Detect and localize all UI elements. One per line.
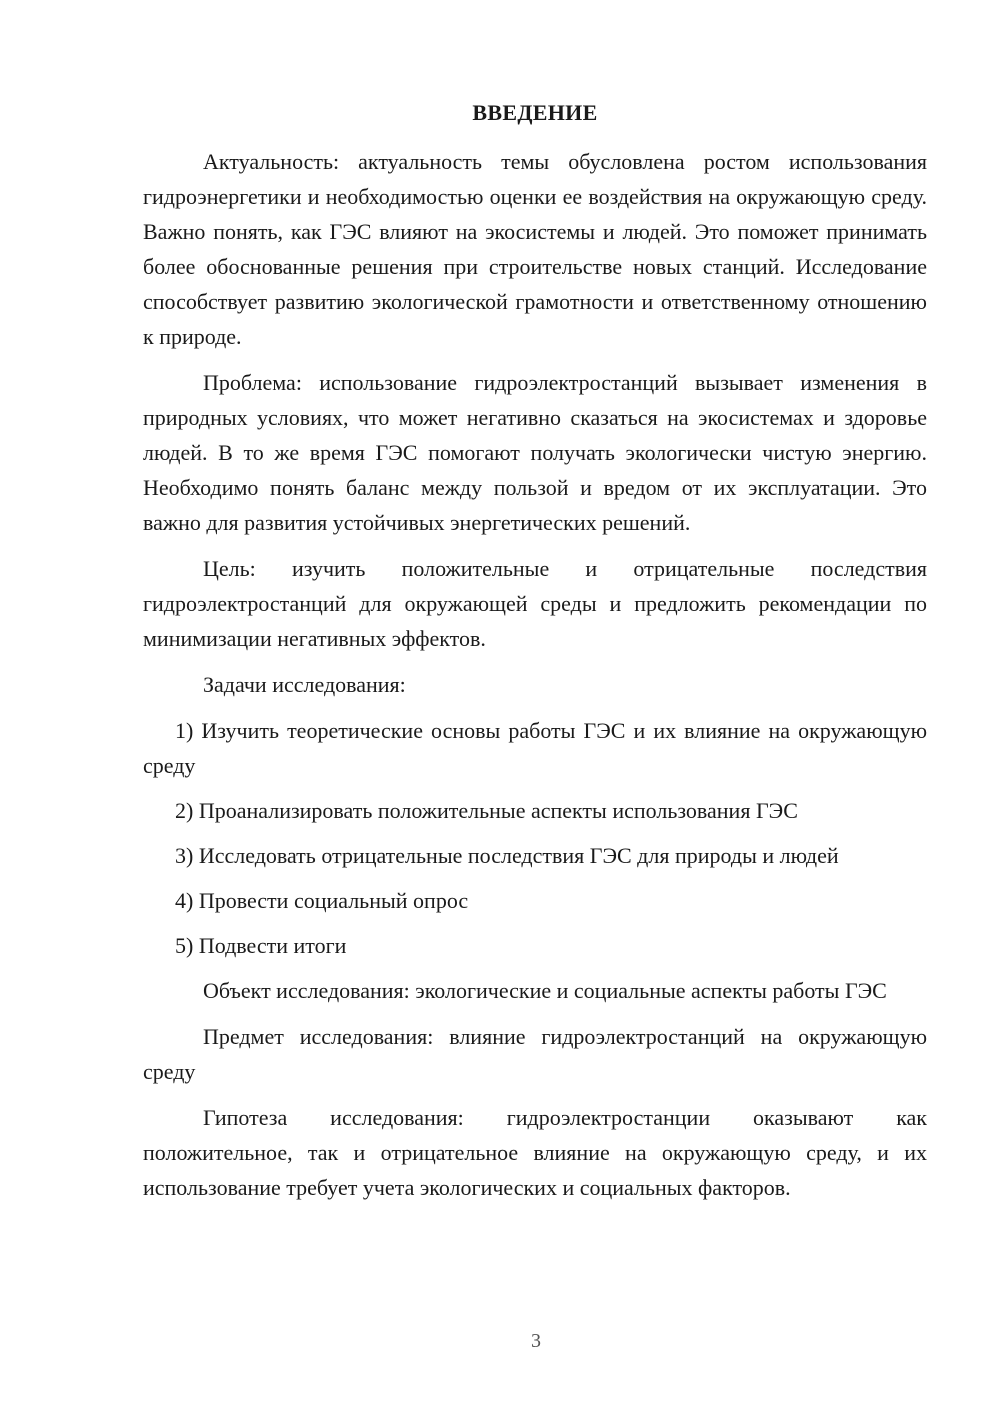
object-paragraph: Объект исследования: экологические и социальные аспекты работы ГЭС bbox=[203, 978, 887, 1003]
task-item-2: 2) Проанализировать положительные аспекты использования ГЭС bbox=[175, 798, 798, 823]
page-title: ВВЕДЕНИЕ bbox=[472, 100, 598, 125]
task-item-5: 5) Подвести итоги bbox=[175, 933, 347, 958]
tasks-list bbox=[143, 713, 927, 963]
goal-paragraph: Цель: изучить положительные и отрицательные последствия гидроэлектростанций для окружающей среды и предложить рекомендации по минимизации негативных эффектов. bbox=[143, 556, 927, 651]
task-item-1: 1) Изучить теоретические основы работы ГЭС и их влияние на окружающую среду bbox=[143, 718, 927, 778]
subject-paragraph: Предмет исследования: влияние гидроэлектростанций на окружающую среду bbox=[143, 1024, 927, 1084]
problem-paragraph: Проблема: использование гидроэлектростанций вызывает изменения в природных условиях, что может негативно сказаться на экосистемах и здоровье людей. В то же время ГЭС помогают получать экологически чистую энергию. Необходимо понять баланс между пользой и вредом от их эксплуатации. Это важно для развития устойчивых энергетических решений. bbox=[143, 370, 927, 535]
task-item-3: 3) Исследовать отрицательные последствия ГЭС для природы и людей bbox=[175, 843, 839, 868]
relevance-paragraph: Актуальность: актуальность темы обусловлена ростом использования гидроэнергетики и необходимостью оценки ее воздействия на окружающую среду. Важно понять, как ГЭС влияют на экосистемы и людей. Это поможет принимать более обоснованные решения при строительстве новых станций. Исследование способствует развитию экологической грамотности и ответственному отношению к природе. bbox=[143, 149, 927, 349]
document-page bbox=[143, 95, 927, 1216]
tasks-heading: Задачи исследования: bbox=[203, 672, 406, 697]
page-number: 3 bbox=[531, 1330, 541, 1352]
hypothesis-paragraph: Гипотеза исследования: гидроэлектростанции оказывают как положительное, так и отрицательное влияние на окружающую среду, и их использование требует учета экологических и социальных факторов. bbox=[143, 1105, 927, 1200]
task-item-4: 4) Провести социальный опрос bbox=[175, 888, 469, 913]
